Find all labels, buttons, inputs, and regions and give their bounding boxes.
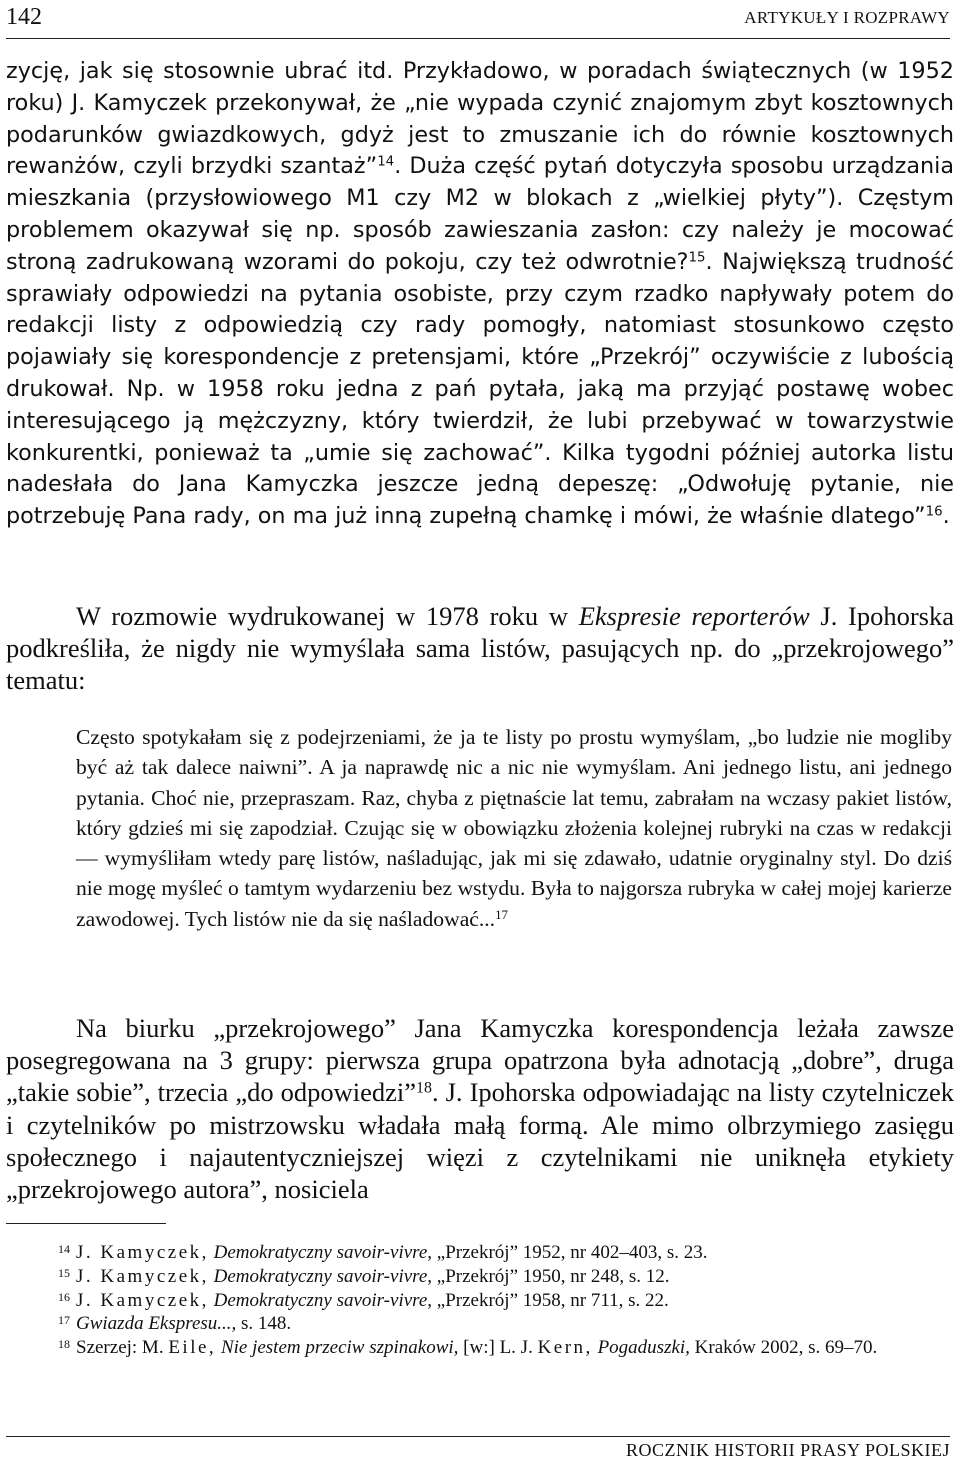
body-text: zycję, jak się stosownie ubrać itd. Przykładowo, w poradach świątecznych (w 1952 roku) J. Kamyczek przekonywał, że „nie wypada czynić znajomym zbyt kosztownych podarunków gwiazdkowych, gdyż jest to zmuszanie ich do równie kosztownych rewanżów, czyli brzydki szantaż” (6, 58, 954, 180)
footnote-source: „Przekrój” 1950, nr 248, s. 12. (432, 1265, 670, 1287)
footnote-author: Kern, (537, 1337, 593, 1359)
footnote-source: „Przekrój” 1952, nr 402–403, s. 23. (432, 1242, 708, 1263)
footnote-ref-14[interactable]: 14 (377, 155, 395, 171)
footnote-number: 14 (58, 1242, 70, 1256)
footnote-number: 16 (58, 1289, 70, 1304)
footnote-author: J. Kamyczek, (76, 1242, 209, 1263)
footnote-source: Kraków 2002, s. 69–70. (689, 1337, 878, 1359)
body-text: W rozmowie wydrukowanej w 1978 roku w (76, 601, 579, 631)
footnote-ref-17[interactable]: 17 (495, 906, 509, 922)
body-text: Na biurku „przekrojowego” Jana Kamyczka korespondencja leżała zawsze posegregowana na 3 grupy: pierwsza grupa opatrzona była adnotacją „dobre”, druga „takie sobie”, trzecia „do odpowiedzi” (6, 1013, 954, 1108)
footnote-title: Nie jestem przeciw szpinakowi, (220, 1337, 459, 1359)
footnote-number: 17 (58, 1313, 70, 1328)
footnote-title: Demokratyczny savoir-vivre, (213, 1242, 433, 1263)
footnote-14 (6, 1241, 954, 1265)
footnote-16 (6, 1289, 954, 1313)
quote-text: Często spotykałam się z podejrzeniami, że ja te listy po prostu wymyślam, „bo ludzie nie mogliby być aż tak dalece naiwni”. A ja naprawdę nic a nic nie wymyślam. Ani jednego listu, ani jednego pytania. Choć nie, przepraszam. Raz, chyba z piętnaście lat temu, zabrałam na wczasy pakiet listów, który gdzieś mi się zapodział. Czując się w obowiązku złożenia kolejnej rubryki na czas w redakcji — wymyśliłam wtedy parę listów, naśladując, jak mi się zdawało, udatnie oryginalny styl. Do dziś nie mogę myśleć o tamtym wydarzeniu bez wstydu. Była to najgorsza rubryka w całej mojej karierze zawodowej. Tych listów nie da się naśladować... (76, 725, 952, 931)
footnote-number: 15 (58, 1265, 70, 1280)
footnote-title: Pogaduszki, (597, 1337, 690, 1359)
footnote-15 (6, 1265, 954, 1289)
footnote-18 (6, 1336, 954, 1360)
block-quote (76, 722, 952, 934)
footnote-title: Demokratyczny savoir-vivre, (213, 1265, 433, 1287)
footnote-ref-16[interactable]: 16 (925, 504, 943, 520)
footnote-source: „Przekrój” 1958, nr 711, s. 22. (432, 1289, 669, 1311)
page-header (6, 0, 950, 39)
body-paragraph-3 (6, 1012, 954, 1205)
body-paragraph-2 (6, 601, 954, 696)
footnote-source: s. 148. (236, 1313, 292, 1335)
body-text: . J. Ipohorska odpowiadając na listy czytelniczek i czytelników po mistrzowsku władała małą formą. Ale mimo olbrzymiego zasięgu społecznego i najautentyczniejszej więzi z czytelnikami nie uniknęła etykiety „przekrojowego autora”, nosiciela (6, 1077, 954, 1205)
body-text: . Największą trudność sprawiały odpowiedzi na pytania osobiste, przy czym rzadko napływały potem do redakcji listy z odpowiedzią czy rady pomogły, natomiast stosunkowo często pojawiały się korespondencje z pretensjami, które „Przekrój” oczywiście z lubością drukował. Np. w 1958 roku jedna z pań pytała, jaką ma przyjąć postawę wobec interesującego ją mężczyzny, który twierdził, że lubi przebywać w towarzystwie konkurentki, ponieważ ta „umie się zachować”. Kilka tygodni później autorka listu nadesłała do Jana Kamyczka jeszcze jedną depeszę: „Odwołuję pytanie, nie potrzebuję Pana rady, on ma już inną zupełną chamkę i mówi, że właśnie dlatego” (6, 248, 954, 530)
footnote-17 (6, 1312, 954, 1336)
footer-divider (6, 1436, 950, 1437)
footnote-author: J. Kamyczek, (76, 1289, 209, 1311)
body-paragraph-1 (6, 56, 954, 533)
publication-title: Ekspresie reporterów (578, 601, 810, 631)
journal-footer: ROCZNIK HISTORII PRASY POLSKIEJ (625, 1440, 950, 1460)
footnote-title: Demokratyczny savoir-vivre, (213, 1289, 433, 1311)
body-text: . (942, 503, 950, 530)
footnote-ref-15[interactable]: 15 (688, 250, 706, 266)
footnote-ref-18[interactable]: 18 (416, 1079, 432, 1097)
footnote-number: 18 (58, 1337, 70, 1352)
body-text: J. Ipohorska podkreśliła, że nigdy nie wymyślała sama listów, pasujących np. do „przekrojowego” tematu: (6, 601, 954, 695)
body-text: . Duża część pytań dotyczyła sposobu urządzania mieszkania (przysłowiowego M1 czy M2 w blokach z „wielkiej płyty”). Częstym problemem okazywał się np. sposób zawieszania zasłon: czy należy je mocować stroną zadrukowaną wzorami do pokoju, czy też odwrotnie? (6, 153, 954, 275)
running-title: ARTYKUŁY I ROZPRAWY (744, 8, 950, 27)
footnote-prefix: Szerzej: M. (76, 1337, 169, 1359)
footnote-author: Eile, (168, 1337, 217, 1359)
page-number: 142 (6, 4, 42, 30)
footnote-divider (6, 1223, 166, 1224)
footnotes (6, 1241, 954, 1360)
footnote-title: Gwiazda Ekspresu..., (76, 1313, 237, 1335)
footnote-mid: [w:] L. J. (458, 1337, 538, 1359)
footnote-author: J. Kamyczek, (76, 1265, 209, 1287)
